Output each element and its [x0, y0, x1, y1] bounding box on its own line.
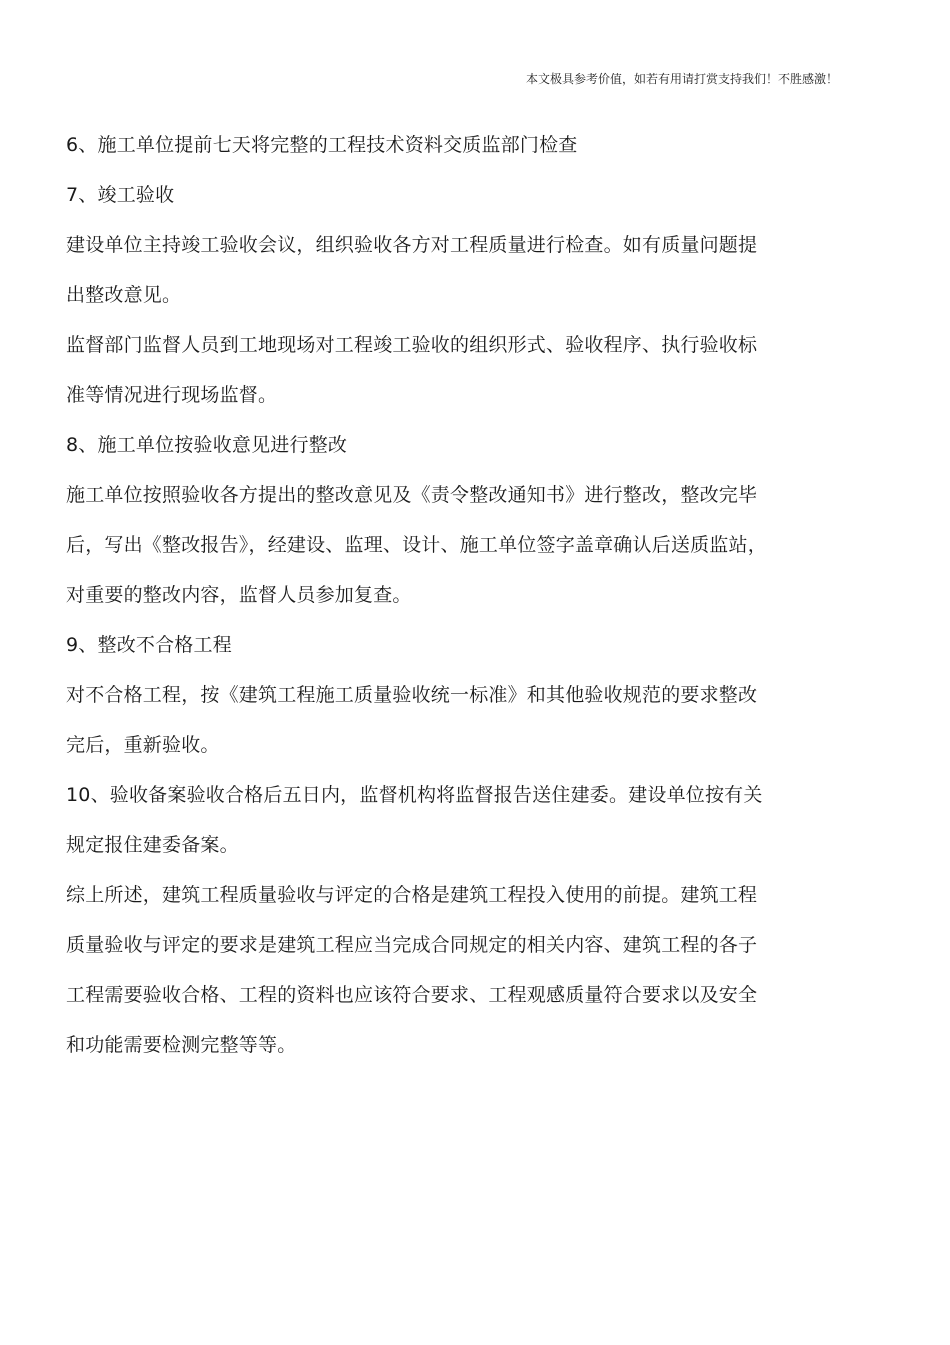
text-line: 完后，重新验收。 — [66, 734, 220, 756]
text-line: 7、竣工验收 — [66, 184, 175, 206]
text-line: 规定报住建委备案。 — [66, 834, 239, 856]
text-line: 质量验收与评定的要求是建筑工程应当完成合同规定的相关内容、建筑工程的各子 — [66, 934, 758, 956]
text-line: 监督部门监督人员到工地现场对工程竣工验收的组织形式、验收程序、执行验收标 — [66, 334, 758, 356]
document-body — [66, 120, 836, 1070]
text-line: 对重要的整改内容，监督人员参加复查。 — [66, 584, 412, 606]
text-line: 工程需要验收合格、工程的资料也应该符合要求、工程观感质量符合要求以及安全 — [66, 984, 758, 1006]
text-line: 准等情况进行现场监督。 — [66, 384, 278, 406]
text-line: 6、施工单位提前七天将完整的工程技术资料交质监部门检查 — [66, 134, 578, 156]
text-line: 后，写出《整改报告》，经建设、监理、设计、施工单位签字盖章确认后送质监站， — [66, 534, 767, 556]
text-line: 建设单位主持竣工验收会议，组织验收各方对工程质量进行检查。如有质量问题提 — [66, 234, 758, 256]
header-note: 本文极具参考价值，如若有用请打赏支持我们！不胜感激！ — [525, 72, 838, 86]
text-line: 综上所述，建筑工程质量验收与评定的合格是建筑工程投入使用的前提。建筑工程 — [66, 884, 758, 906]
text-line: 和功能需要检测完整等等。 — [66, 1034, 297, 1056]
text-line: 10、验收备案验收合格后五日内，监督机构将监督报告送住建委。建设单位按有关 — [66, 784, 763, 806]
text-line: 出整改意见。 — [66, 284, 182, 306]
text-line: 对不合格工程，按《建筑工程施工质量验收统一标准》和其他验收规范的要求整改 — [66, 684, 758, 706]
text-line: 9、整改不合格工程 — [66, 634, 232, 656]
text-line: 8、施工单位按验收意见进行整改 — [66, 434, 348, 456]
text-line: 施工单位按照验收各方提出的整改意见及《责令整改通知书》进行整改，整改完毕 — [66, 484, 758, 506]
